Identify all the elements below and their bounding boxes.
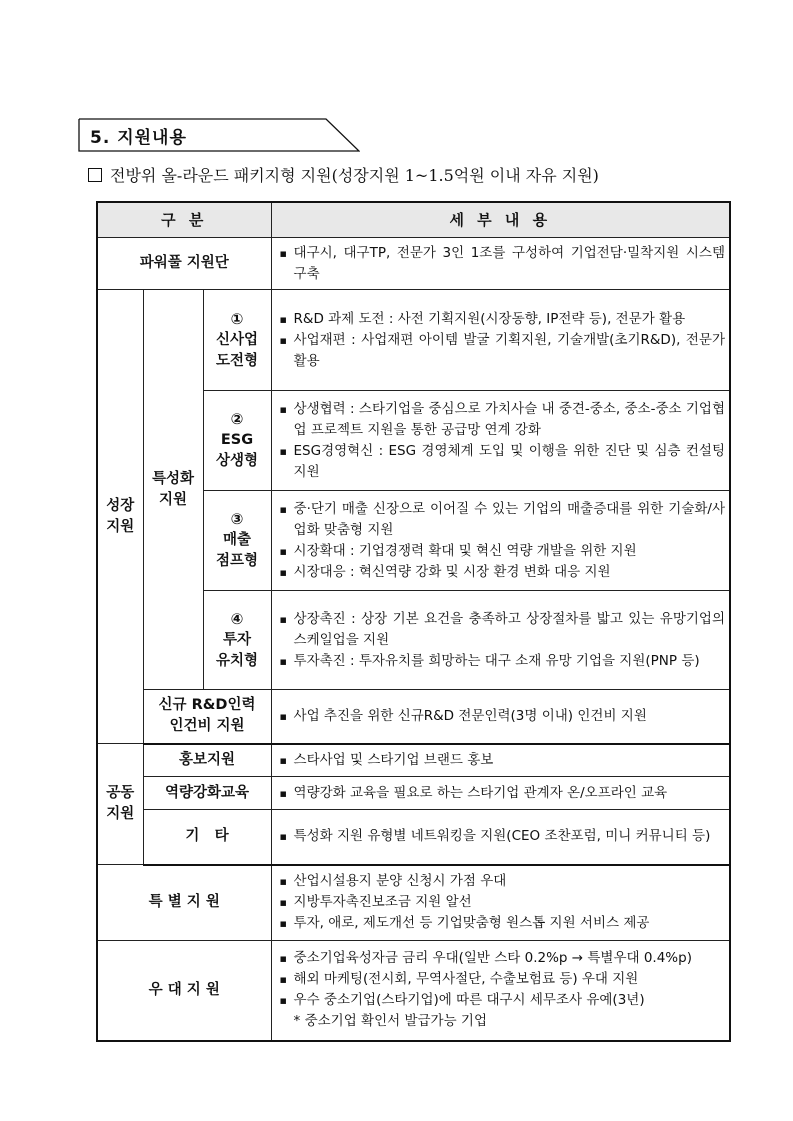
type-line2: 점프형 — [216, 553, 259, 569]
rnd-label-line2: 인건비 지원 — [169, 718, 245, 735]
list-item: ▪ 역량강화 교육을 필요로 하는 스타기업 관계자 온/오프라인 교육 — [280, 783, 725, 804]
rnd-label-line1: 신규 R&D인력 — [158, 697, 256, 714]
table-row — [97, 744, 730, 777]
type-number: ④ — [230, 609, 244, 628]
type-label — [203, 591, 271, 690]
type-line2: 도전형 — [216, 352, 259, 369]
header-category: 구 분 — [97, 202, 271, 238]
list-item: ▪ 투자, 애로, 제도개선 등 기업맞춤형 원스톱 지원 서비스 제공 — [280, 913, 725, 934]
type-label — [203, 290, 271, 391]
list-item: ▪ 특성화 지원 유형별 네트워킹을 지원(CEO 조찬포럼, 미니 커뮤니티 등) — [280, 826, 725, 847]
table-row — [97, 941, 730, 1041]
list-item: ▪ 사업 추진을 위한 신규R&D 전문인력(3명 이내) 인건비 지원 — [280, 706, 725, 727]
section-heading — [78, 118, 360, 152]
type-label — [203, 491, 271, 591]
list-item: ▪ 스타사업 및 스타기업 브랜드 홍보 — [280, 750, 725, 771]
powerful-label: 파워풀 지원단 — [97, 238, 271, 290]
growth-label-line2: 지원 — [106, 518, 135, 535]
list-item: ▪ 사업재편 : 사업재편 아이템 발굴 기획지원, 기술개발(초기R&D), 전문가 활용 — [280, 330, 725, 372]
list-item: ▪ 해외 마케팅(전시회, 무역사절단, 수출보험료 등) 우대 지원 — [280, 969, 725, 990]
list-item: ▪ 대구시, 대구TP, 전문가 3인 1조를 구성하여 기업전담·밀착지원 시스템 구축 — [280, 243, 725, 285]
preferential-label: 우 대 지 원 — [97, 941, 271, 1041]
list-item: ▪ 지방투자촉진보조금 지원 알선 — [280, 892, 725, 913]
list-item: ▪ 시장확대 : 기업경쟁력 확대 및 혁신 역량 개발을 위한 지원 — [280, 541, 725, 562]
common-label-line2: 지원 — [106, 806, 135, 822]
table-row — [97, 238, 730, 290]
type-number: ③ — [230, 510, 244, 528]
type-line1: 신사업 — [216, 331, 259, 348]
type-label — [203, 391, 271, 491]
table-row — [97, 290, 730, 391]
list-item: ▪ 중소기업육성자금 금리 우대(일반 스타 0.2%p → 특별우대 0.4%p) — [280, 948, 725, 969]
list-item: ▪ 시장대응 : 혁신역량 강화 및 시장 환경 변화 대응 지원 — [280, 562, 725, 583]
list-item: ▪ 투자촉진 : 투자유치를 희망하는 대구 소재 유망 기업을 지원(PNP 등) — [280, 651, 725, 672]
table-row — [97, 690, 730, 744]
common-row-label: 역량강화교육 — [143, 777, 271, 810]
rnd-label — [143, 690, 271, 744]
list-item: ▪ 산업시설용지 분양 신청시 가점 우대 — [280, 871, 725, 892]
checkbox-square-icon — [88, 168, 102, 182]
special-label: 특 별 지 원 — [97, 865, 271, 941]
list-item: ▪ 중·단기 매출 신장으로 이어질 수 있는 기업의 매출증대를 위한 기술화/사업화 맞춤형 지원 — [280, 499, 725, 541]
special-support-label — [143, 290, 203, 690]
list-item: ▪ R&D 과제 도전 : 사전 기획지원(시장동향, IP전략 등), 전문가 활용 — [280, 309, 725, 330]
table-row — [97, 865, 730, 941]
list-item: ▪ ESG경영혁신 : ESG 경영체계 도입 및 이행을 위한 진단 및 심층 컨설팅 지원 — [280, 441, 725, 483]
common-label-line1: 공동 — [106, 785, 135, 801]
growth-label — [97, 290, 143, 744]
table-row — [97, 777, 730, 810]
type-line2: 상생형 — [216, 453, 259, 469]
list-item: ▪ 상장촉진 : 상장 기본 요건을 충족하고 상장절차를 밟고 있는 유망기업의 스케일업을 지원 — [280, 609, 725, 651]
type-line1: 매출 — [223, 532, 252, 548]
type-line2: 유치형 — [216, 652, 259, 669]
list-item: ▪ 우수 중소기업(스타기업)에 따른 대구시 세무조사 유예(3년) — [280, 990, 725, 1011]
type-number: ① — [230, 309, 244, 328]
common-label — [97, 744, 143, 865]
common-row-label: 기 타 — [143, 810, 271, 865]
preferential-note: * 중소기업 확인서 발급가능 기업 — [293, 1013, 487, 1030]
growth-label-line1: 성장 — [106, 497, 135, 514]
support-table — [96, 201, 731, 1042]
section-title: 5. 지원내용 — [90, 128, 187, 148]
type-number: ② — [230, 410, 244, 428]
type-line1: ESG — [220, 432, 254, 448]
table-header-row — [97, 202, 730, 238]
type-line1: 투자 — [223, 631, 252, 648]
special-support-line1: 특성화 — [151, 470, 195, 487]
header-detail: 세 부 내 용 — [271, 202, 730, 238]
subtitle — [88, 163, 599, 186]
subtitle-text: 전방위 올-라운드 패키지형 지원(성장지원 1~1.5억원 이내 자유 지원) — [110, 166, 599, 185]
common-row-label: 홍보지원 — [143, 744, 271, 777]
table-row — [97, 810, 730, 865]
list-item: ▪ 상생협력 : 스타기업을 중심으로 가치사슬 내 중견-중소, 중소-중소 기업협업 프로젝트 지원을 통한 공급망 연계 강화 — [280, 399, 725, 441]
special-support-line2: 지원 — [158, 491, 187, 508]
